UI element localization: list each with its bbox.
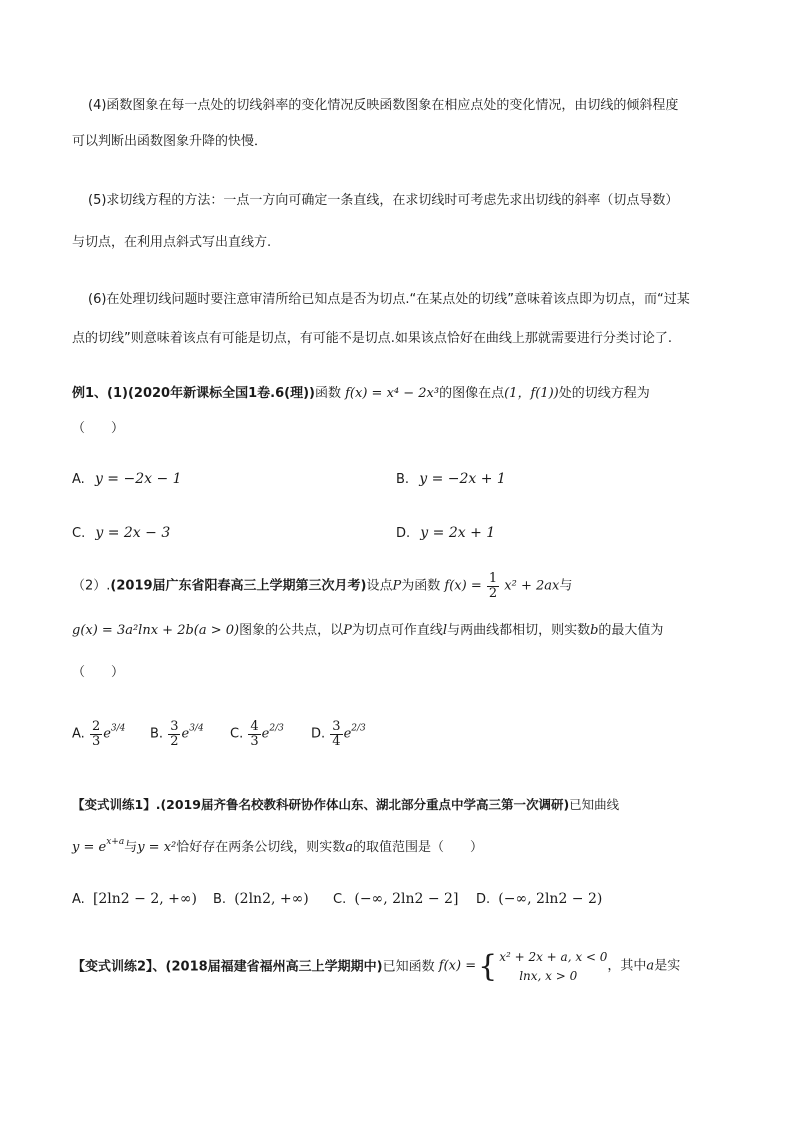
variant-1-option-d[interactable]: D. (−∞, 2ln2 − 2) <box>476 891 603 907</box>
piecewise-cases: x² + 2x + a, x < 0 lnx, x > 0 <box>499 950 608 984</box>
paragraph-4-line-2: 可以判断出函数图象升降的快慢． <box>72 134 268 149</box>
example-1-function: f(x) = x⁴ − 2x³ <box>345 386 440 401</box>
example-2-option-c[interactable]: C. $\frac{4}{3}$ $e^{2/3}$ <box>230 719 284 749</box>
example-2-stem-line-2: g(x) = 3a²lnx + 2b(a > 0)图象的公共点，以P为切点可作直线l与两曲线都相切，则实数b的最大值为 <box>72 623 664 638</box>
paragraph-5-line-2: 与切点，在利用点斜式写出直线方. <box>72 235 272 250</box>
paragraph-5-line-1: (5)求切线方程的方法：一点一方向可确定一条直线，在求切线时可考虑先求出切线的斜率（切点导数） <box>88 193 679 208</box>
variant-2-label: 【变式训练2】、 <box>72 959 166 975</box>
variant-1-option-c[interactable]: C. (−∞, 2ln2 − 2] <box>333 891 459 907</box>
example-2-half-fraction: $\frac{1}{2}$ <box>488 571 498 601</box>
variant-1-label: 【变式训练1】. <box>72 797 161 812</box>
variant-2-stem: 【变式训练2】、(2018届福建省福州高三上学期期中)已知函数 f(x) ={ x² + 2x + a, x < 0 lnx, x > 0 ，其中a是实 <box>72 948 680 986</box>
example-1-stem: 例1、(1)(2020年新课标全国1卷.6(理))函数 f(x) = x⁴ − 2x³的图像在点(1，f(1))处的切线方程为 <box>72 386 650 401</box>
example-1-option-b[interactable]: B. y = −2x + 1 <box>396 471 506 487</box>
variant-2-source: (2018届福建省福州高三上学期期中) <box>165 959 383 975</box>
variant-1-option-b[interactable]: B. (2ln2, +∞) <box>213 891 309 907</box>
example-2-option-d[interactable]: D. $\frac{3}{4}$ $e^{2/3}$ <box>311 719 366 749</box>
example-2-blank: （ ） <box>72 665 125 680</box>
paragraph-4-line-1: (4)函数图象在每一点处的切线斜率的变化情况反映函数图象在相应点处的变化情况，由切线的倾斜程度 <box>88 98 679 113</box>
example-1-label: 例1、(1) <box>72 386 128 401</box>
example-2-option-b[interactable]: B. $\frac{3}{2}$ $e^{3/4}$ <box>150 719 204 749</box>
example-1-option-d[interactable]: D. y = 2x + 1 <box>396 525 496 541</box>
paragraph-6-line-2: 点的切线”则意味着该点有可能是切点，有可能不是切点.如果该点恰好在曲线上那就需要进行分类讨论了. <box>72 331 673 346</box>
paragraph-6-line-1: (6)在处理切线问题时要注意审清所给已知点是否为切点.“在某点处的切线”意味着该点即为切点，而“过某 <box>88 292 690 307</box>
example-2-source: (2019届广东省阳春高三上学期第三次月考) <box>110 578 367 594</box>
variant-1-option-a[interactable]: A. [2ln2 − 2, +∞) <box>72 891 198 907</box>
variant-1-source: (2019届齐鲁名校教科研协作体山东、湖北部分重点中学高三第一次调研) <box>160 797 570 812</box>
example-1-blank: （ ） <box>72 421 125 436</box>
example-2-option-a[interactable]: A. $\frac{2}{3}$ $e^{3/4}$ <box>72 719 126 749</box>
example-2-g-function: g(x) = 3a²lnx + 2b(a > 0) <box>72 623 240 638</box>
example-1-option-a[interactable]: A. y = −2x − 1 <box>72 471 182 487</box>
piecewise-brace-icon: { <box>478 949 498 985</box>
example-2-stem-line-1: （2）.(2019届广东省阳春高三上学期第三次月考)设点P为函数 f(x) = $\frac{1}{2}$ x² + 2ax与 <box>72 571 573 601</box>
example-1-source: (2020年新课标全国1卷.6(理)) <box>127 386 315 401</box>
variant-1-stem-line-1: 【变式训练1】.(2019届齐鲁名校教科研协作体山东、湖北部分重点中学高三第一次调研)已知曲线 <box>72 797 620 812</box>
example-1-point: (1，f(1)) <box>504 386 559 401</box>
example-1-option-c[interactable]: C. y = 2x − 3 <box>72 525 171 541</box>
variant-1-stem-line-2: $y = e^{x+a}$与y = x²恰好存在两条公切线，则实数a的取值范围是（ ） <box>72 837 484 855</box>
